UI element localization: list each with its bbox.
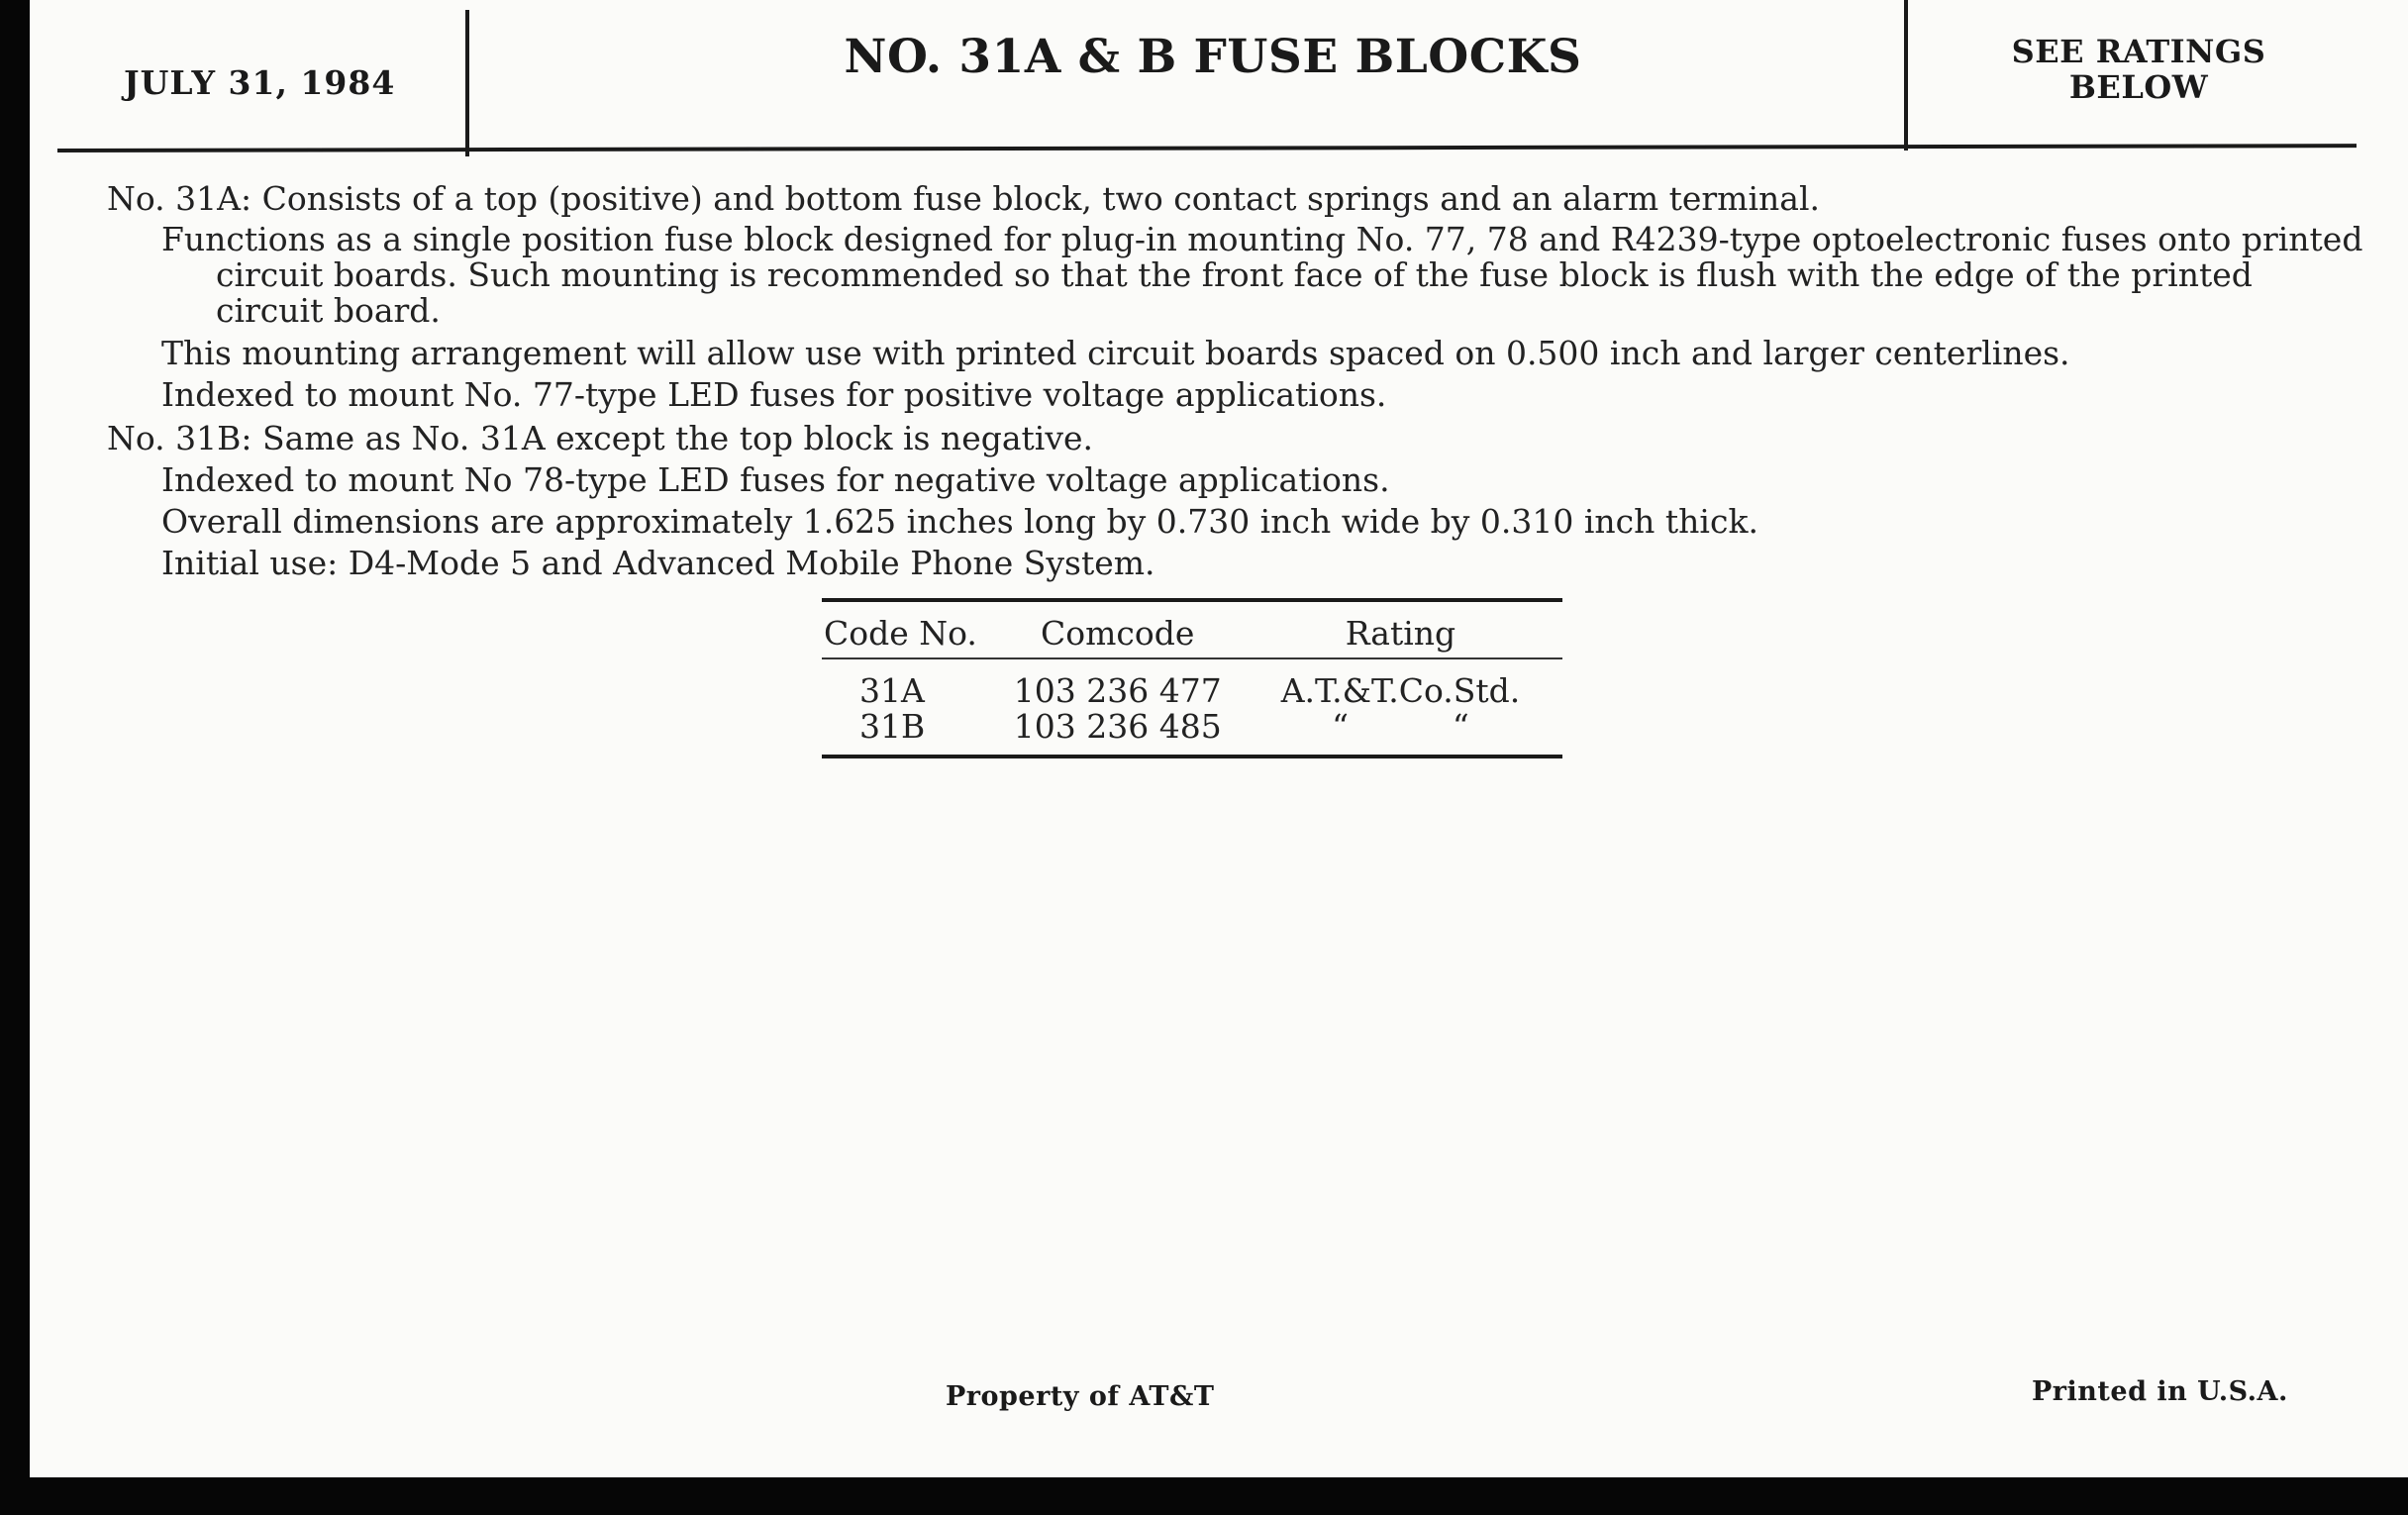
header-divider-right bbox=[1904, 0, 1908, 151]
cell-code: 31A bbox=[859, 671, 925, 710]
paragraph-initial-use: Initial use: D4-Mode 5 and Advanced Mobile Phone System. bbox=[161, 544, 1155, 582]
paragraph-functions: Functions as a single position fuse block designed for plug-in mounting No. 77, 78 and R4239-type optoelectronic fuses onto printed circuit boards. Such mounting is recommended so that the front face of the fuse block is flush with the edge of the printed circuit board. bbox=[161, 220, 2363, 330]
cell-rating: A.T.&T.Co.Std. bbox=[1280, 671, 1521, 710]
cell-comcode: 103 236 477 bbox=[1013, 671, 1222, 710]
table-header-row bbox=[822, 602, 1562, 652]
cell-comcode: 103 236 485 bbox=[1013, 707, 1222, 746]
scan-border-bottom bbox=[0, 1477, 2408, 1515]
table-row bbox=[822, 673, 1562, 709]
issue-date: JULY 31, 1984 bbox=[124, 63, 396, 102]
table-row bbox=[822, 709, 1562, 745]
rating-note bbox=[1941, 34, 2337, 105]
paragraph-31b: No. 31B: Same as No. 31A except the top block is negative. bbox=[107, 419, 1093, 457]
printed-notice: Printed in U.S.A. bbox=[2032, 1376, 2288, 1407]
paragraph-dimensions: Overall dimensions are approximately 1.625 inches long by 0.730 inch wide by 0.310 inch thick. bbox=[161, 502, 1758, 541]
table-bottom-rule bbox=[822, 755, 1562, 758]
rating-note-line2: BELOW bbox=[2068, 68, 2209, 106]
header-comcode: Comcode bbox=[1040, 614, 1195, 653]
scan-border-left bbox=[0, 0, 30, 1515]
document-title: NO. 31A & B FUSE BLOCKS bbox=[844, 30, 1582, 84]
header-rule bbox=[57, 144, 2357, 152]
paragraph-mounting: This mounting arrangement will allow use with printed circuit boards spaced on 0.500 inch and larger centerlines. bbox=[161, 334, 2070, 372]
table-body bbox=[822, 659, 1562, 755]
property-notice: Property of AT&T bbox=[946, 1381, 1215, 1412]
header-rating: Rating bbox=[1345, 614, 1456, 653]
cell-code: 31B bbox=[859, 707, 926, 746]
paragraph-indexed-positive: Indexed to mount No. 77-type LED fuses for positive voltage applications. bbox=[161, 375, 1387, 414]
rating-note-line1: SEE RATINGS bbox=[2011, 33, 2266, 70]
ratings-table bbox=[822, 598, 1562, 758]
cell-rating: “ “ bbox=[1332, 707, 1469, 746]
paragraph-indexed-negative: Indexed to mount No 78-type LED fuses for negative voltage applications. bbox=[161, 460, 1390, 499]
paragraph-31a: No. 31A: Consists of a top (positive) and bottom fuse block, two contact springs and an alarm terminal. bbox=[107, 179, 1821, 218]
header-code-no: Code No. bbox=[824, 614, 977, 653]
document-card bbox=[30, 0, 2408, 1477]
header-divider-left bbox=[465, 10, 469, 156]
